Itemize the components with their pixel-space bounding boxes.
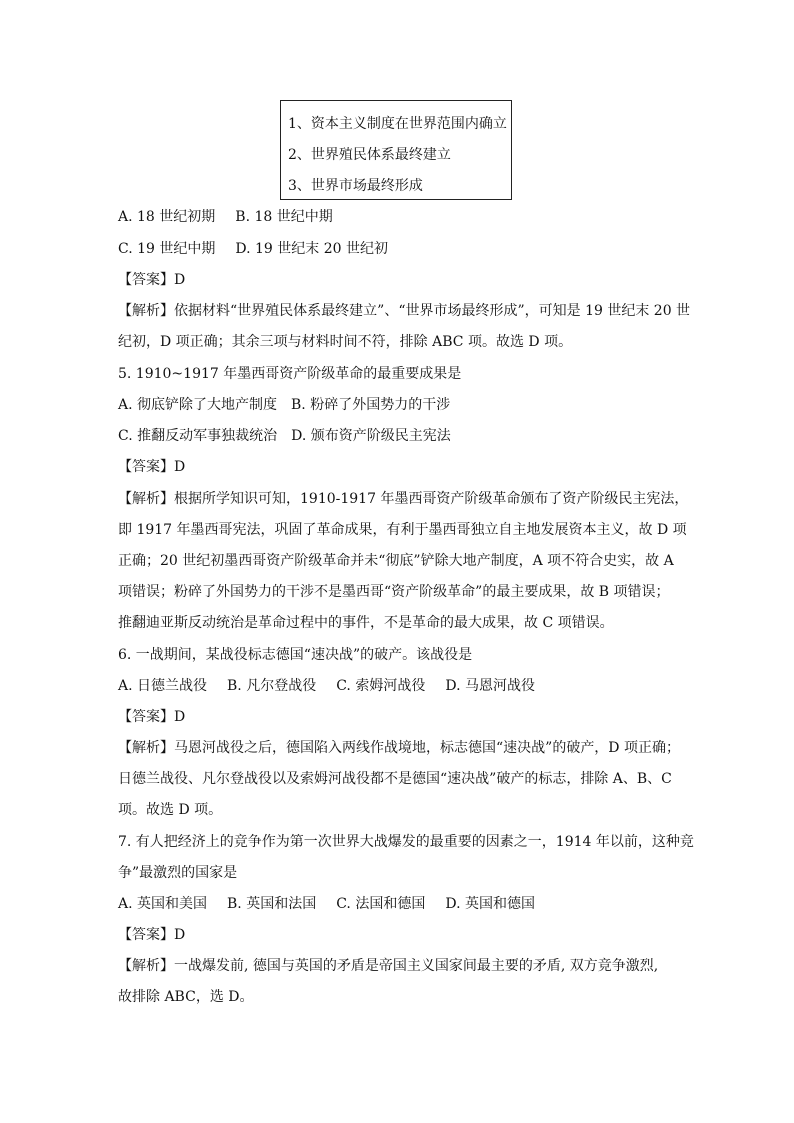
q5-option-d: D. 颁布资产阶级民主宪法 [291,428,451,444]
q4-options-row-2 [118,239,388,259]
q7-options [118,894,535,914]
q7-analysis-line-1: 【解析】一战爆发前, 德国与英国的矛盾是帝国主义国家间最主要的矛盾, 双方竞争激烈, [118,958,659,974]
q4-option-d: D. 19 世纪末 20 世纪初 [235,241,388,257]
q5-analysis-line-3: 正确；20 世纪初墨西哥资产阶级革命并未“彻底”铲除大地产制度，A 项不符合史实，故 A [118,553,674,569]
q7-answer: 【答案】D [118,927,186,943]
q5-options-row-1 [118,395,450,415]
q6-stem: 6. 一战期间，某战役标志德国“速决战”的破产。该战役是 [118,647,473,663]
q7-option-c: C. 法国和德国 [336,896,426,912]
q4-option-b: B. 18 世纪中期 [235,209,333,225]
material-line-2: 2、世界殖民体系最终建立 [288,147,451,163]
q7-stem-line-1: 7. 有人把经济上的竞争作为第一次世界大战爆发的最重要的因素之一，1914 年以前，这种竞 [118,834,694,850]
q6-option-b: B. 凡尔登战役 [227,678,317,694]
material-box [280,100,512,200]
q6-options [118,676,535,696]
q6-option-a: A. 日德兰战役 [118,678,208,694]
q5-stem: 5. 1910~1917 年墨西哥资产阶级革命的最重要成果是 [118,366,462,382]
q5-analysis-line-4: 项错误；粉碎了外国势力的干涉不是墨西哥“资产阶级革命”的最主要成果，故 B 项错误； [118,584,670,600]
q4-option-c: C. 19 世纪中期 [118,241,216,257]
q5-analysis-line-1: 【解析】根据所学知识可知，1910-1917 年墨西哥资产阶级革命颁布了资产阶级民主宪法， [118,491,689,507]
q6-analysis-line-3: 项。故选 D 项。 [118,802,223,818]
material-line-3: 3、世界市场最终形成 [288,178,423,194]
q5-option-b: B. 粉碎了外国势力的干涉 [291,397,451,413]
q4-options-row-1 [118,207,333,227]
q7-option-d: D. 英国和德国 [445,896,535,912]
q5-analysis-line-2: 即 1917 年墨西哥宪法，巩固了革命成果，有利于墨西哥独立自主地发展资本主义，故 D 项 [118,522,687,538]
q6-analysis-line-1: 【解析】马恩河战役之后，德国陷入两线作战境地，标志德国“速决战”的破产，D 项正确； [118,740,680,756]
q7-stem-line-2: 争”最激烈的国家是 [118,865,238,881]
q7-option-b: B. 英国和法国 [227,896,317,912]
q5-analysis-line-5: 推翻迪亚斯反动统治是革命过程中的事件，不是革命的最大成果，故 C 项错误。 [118,615,614,631]
q7-option-a: A. 英国和美国 [118,896,208,912]
q4-option-a: A. 18 世纪初期 [118,209,216,225]
q7-analysis-line-2: 故排除 ABC，选 D。 [118,989,254,1005]
q6-option-d: D. 马恩河战役 [445,678,535,694]
q6-answer: 【答案】D [118,709,186,725]
q5-option-c: C. 推翻反动军事独裁统治 [118,428,278,444]
q5-option-a: A. 彻底铲除了大地产制度 [118,397,278,413]
material-line-1: 1、资本主义制度在世界范围内确立 [288,116,507,132]
q5-options-row-2 [118,426,451,446]
q4-analysis-line-2: 纪初，D 项正确；其余三项与材料时间不符，排除 ABC 项。故选 D 项。 [118,334,573,350]
q4-analysis-line-1: 【解析】依据材料“世界殖民体系最终建立”、“世界市场最终形成”，可知是 19 世纪末 20 世 [118,303,691,319]
q6-analysis-line-2: 日德兰战役、凡尔登战役以及索姆河战役都不是德国“速决战”破产的标志，排除 A、B、C [118,771,672,787]
q5-answer: 【答案】D [118,459,186,475]
q6-option-c: C. 索姆河战役 [336,678,426,694]
q4-answer: 【答案】D [118,272,186,288]
